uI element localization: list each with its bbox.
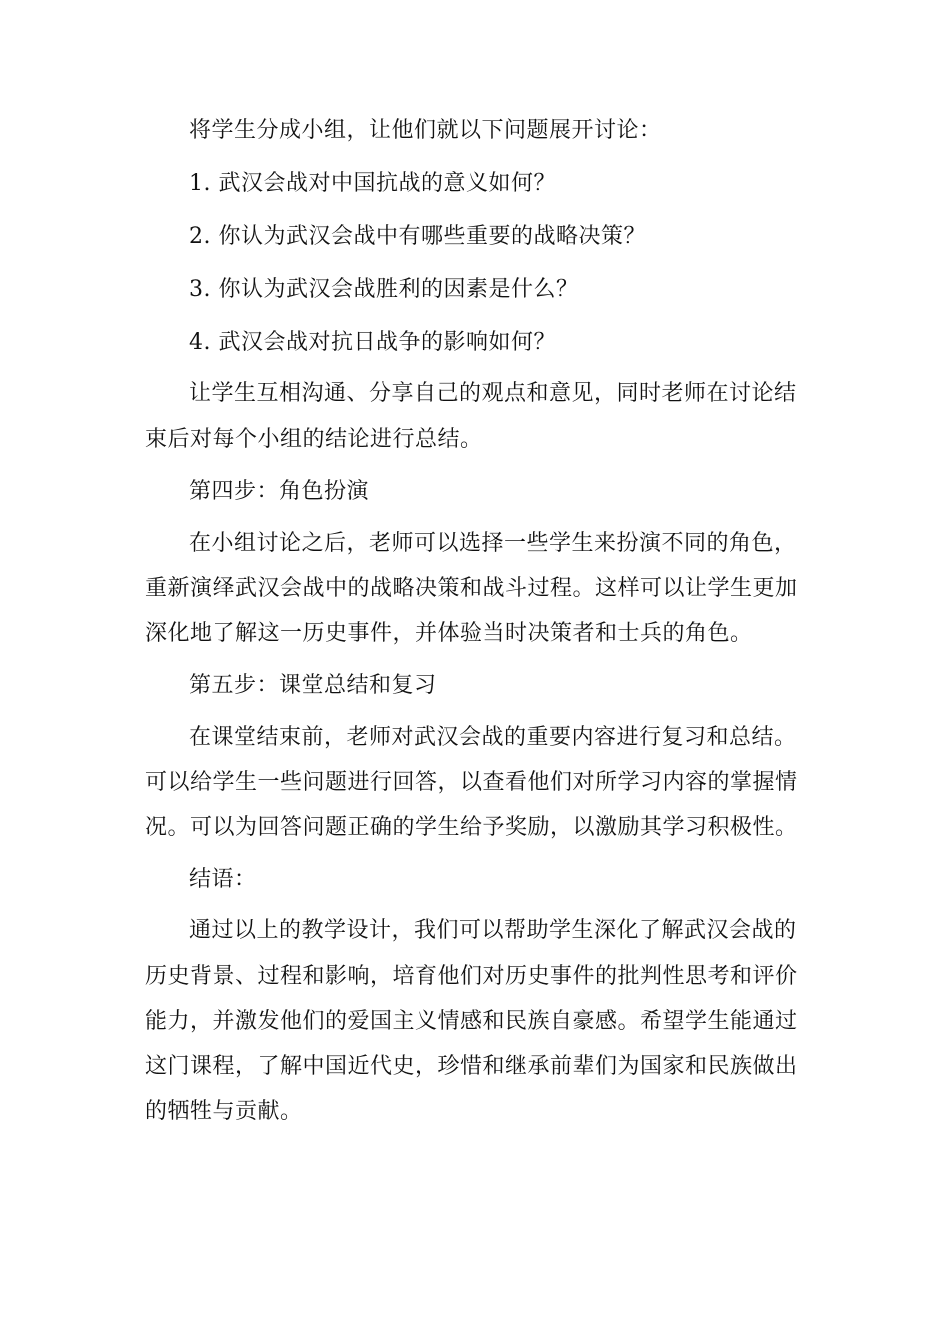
step4-body-line: 在小组讨论之后，老师可以选择一些学生来扮演不同的角色，: [189, 531, 797, 556]
conclusion-body-line: 能力，并激发他们的爱国主义情感和民族自豪感。希望学生能通过: [145, 1009, 798, 1034]
step4-heading: 第四步：角色扮演: [189, 479, 370, 504]
question-item: 3. 你认为武汉会战胜利的因素是什么？: [189, 277, 579, 302]
step5-body-line: 况。可以为回答问题正确的学生给予奖励，以激励其学习积极性。: [145, 815, 798, 840]
step5-body-line: 在课堂结束前，老师对武汉会战的重要内容进行复习和总结。: [189, 725, 797, 750]
conclusion-body-line: 通过以上的教学设计，我们可以帮助学生深化了解武汉会战的: [189, 918, 797, 943]
step5-body-line: 可以给学生一些问题进行回答，以查看他们对所学习内容的掌握情: [145, 770, 798, 795]
conclusion-body-line: 这门课程，了解中国近代史，珍惜和继承前辈们为国家和民族做出: [145, 1054, 798, 1079]
step5-heading: 第五步：课堂总结和复习: [189, 673, 437, 698]
question-item: 2. 你认为武汉会战中有哪些重要的战略决策？: [189, 224, 646, 249]
conclusion-heading: 结语：: [189, 867, 257, 892]
question-item: 1. 武汉会战对中国抗战的意义如何？: [189, 171, 556, 196]
conclusion-body-line: 历史背景、过程和影响，培育他们对历史事件的批判性思考和评价: [145, 964, 798, 989]
conclusion-body-line: 的牺牲与贡献。: [145, 1099, 303, 1124]
discussion-summary-line: 让学生互相沟通、分享自己的观点和意见，同时老师在讨论结: [189, 381, 797, 406]
intro-paragraph: 将学生分成小组，让他们就以下问题展开讨论：: [189, 118, 662, 143]
question-item: 4. 武汉会战对抗日战争的影响如何？: [189, 330, 556, 355]
discussion-summary-line: 束后对每个小组的结论进行总结。: [145, 427, 483, 452]
step4-body-line: 重新演绎武汉会战中的战略决策和战斗过程。这样可以让学生更加: [145, 576, 798, 601]
step4-body-line: 深化地了解这一历史事件，并体验当时决策者和士兵的角色。: [145, 621, 753, 646]
